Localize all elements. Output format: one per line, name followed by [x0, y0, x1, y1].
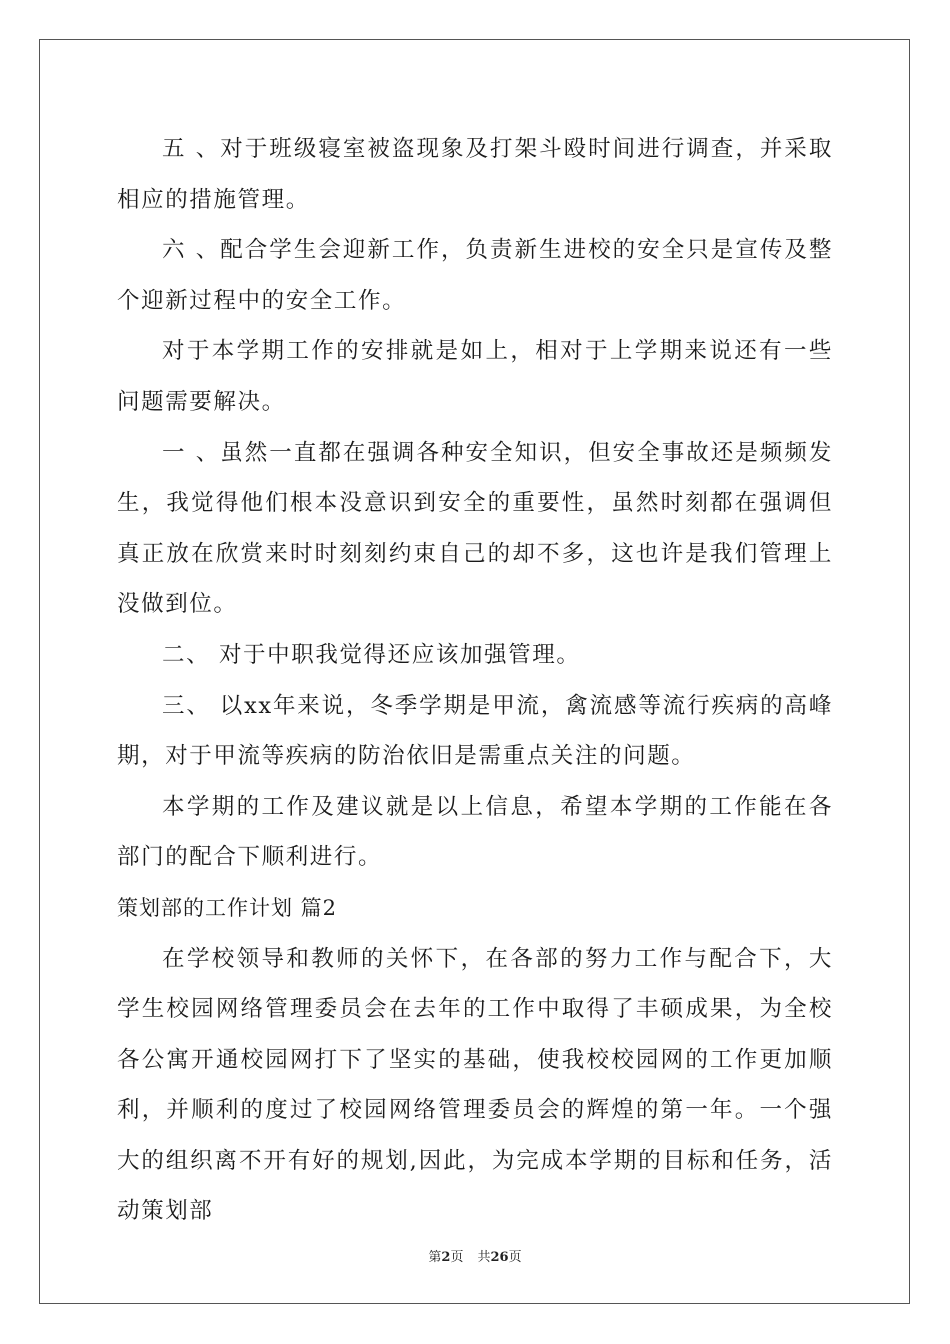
paragraph-six: 六 、配合学生会迎新工作，负责新生进校的安全只是宣传及整个迎新过程中的安全工作。: [117, 237, 833, 314]
document-body: [117, 124, 833, 1237]
paragraph-issue-one: 一 、虽然一直都在强调各种安全知识，但安全事故还是频频发生，我觉得他们根本没意识到安全的重要性，虽然时刻都在强调但真正放在欣赏来时时刻刻约束自己的却不多，这也许是我们管理上没做到位。: [117, 439, 833, 618]
page-footer: [0, 1246, 950, 1265]
paragraph-five: 五 、对于班级寝室被盗现象及打架斗殴时间进行调查，并采取相应的措施管理。: [117, 136, 833, 213]
paragraph-plan-intro: 在学校领导和教师的关怀下，在各部的努力工作与配合下，大学生校园网络管理委员会在去年的工作中取得了丰硕成果，为全校各公寓开通校园网打下了坚实的基础，使我校校园网的工作更加顺利，并顺利的度过了校园网络管理委员会的辉煌的第一年。一个强大的组织离不开有好的规划,因此，为完成本学期的目标和任务，活动策划部: [117, 945, 833, 1225]
page-total: 26: [490, 1250, 509, 1265]
page-prefix: 第: [428, 1250, 442, 1265]
page-current: 2: [441, 1250, 451, 1265]
paragraph-conclusion: 本学期的工作及建议就是以上信息，希望本学期的工作能在各部门的配合下顺利进行。: [117, 793, 833, 871]
total-prefix: 共: [477, 1250, 491, 1265]
page-unit: 页: [450, 1250, 464, 1265]
paragraph-summary: 对于本学期工作的安排就是如上，相对于上学期来说还有一些问题需要解决。: [117, 338, 833, 415]
total-unit: 页: [508, 1250, 522, 1265]
paragraph-issue-two: 二、 对于中职我觉得还应该加强管理。: [162, 641, 581, 668]
section-heading: 策划部的工作计划 篇2: [117, 895, 338, 920]
paragraph-issue-three: 三、 以xx年来说，冬季学期是甲流，禽流感等流行疾病的高峰期，对于甲流等疾病的防治依旧是需重点关注的问题。: [117, 692, 833, 770]
